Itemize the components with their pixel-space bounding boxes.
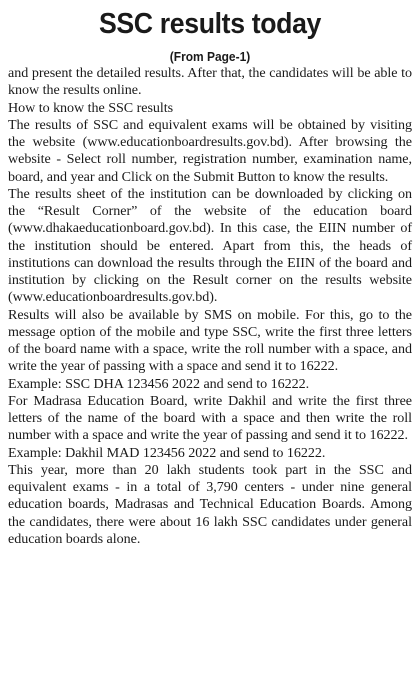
- paragraph: The results of SSC and equivalent exams will be obtained by visiting the website (www.educationboardresults.gov.bd). After browsing the website - Select roll number, registration number, examination name, board, and year and Click on the Submit Button to know the results.: [8, 116, 412, 185]
- paragraph: and present the detailed results. After that, the candidates will be able to know the results online.: [8, 65, 412, 99]
- news-clipping: [8, 0, 412, 674]
- paragraph: This year, more than 20 lakh students took part in the SSC and equivalent exams - in a total of 3,790 centers - under nine general education boards, Madrasas and Technical Education Boards. Among the candidates, there were about 16 lakh SSC candidates under general education boards alone.: [8, 461, 412, 547]
- paragraph: Results will also be available by SMS on mobile. For this, go to the message option of the mobile and type SSC, write the first three letters of the board name with a space, write the roll number with a space, and write the year of passing with a space and send it to 16222.: [8, 306, 412, 375]
- headline: SSC results today: [98, 8, 322, 40]
- paragraph: The results sheet of the institution can be downloaded by clicking on the “Result Corner” of the website of the education board (www.dhakaeducationboard.gov.bd). In this case, the EIIN number of the institution should be entered. Apart from this, the heads of institutions can download the results through the EIIN of the board and institution by clicking on the Result corner on the results website (www.educationboardresults.gov.bd).: [8, 185, 412, 306]
- paragraph: For Madrasa Education Board, write Dakhil and write the first three letters of the name of the board with a space and then write the roll number with a space and write the year of passing and send it to 16222.: [8, 392, 412, 444]
- example-line: Example: Dakhil MAD 123456 2022 and send to 16222.: [8, 444, 326, 461]
- section-heading: How to know the SSC results: [8, 99, 174, 116]
- continuation-note: (From Page-1): [169, 49, 251, 64]
- example-line: Example: SSC DHA 123456 2022 and send to 16222.: [8, 375, 310, 392]
- article-body: [8, 65, 412, 548]
